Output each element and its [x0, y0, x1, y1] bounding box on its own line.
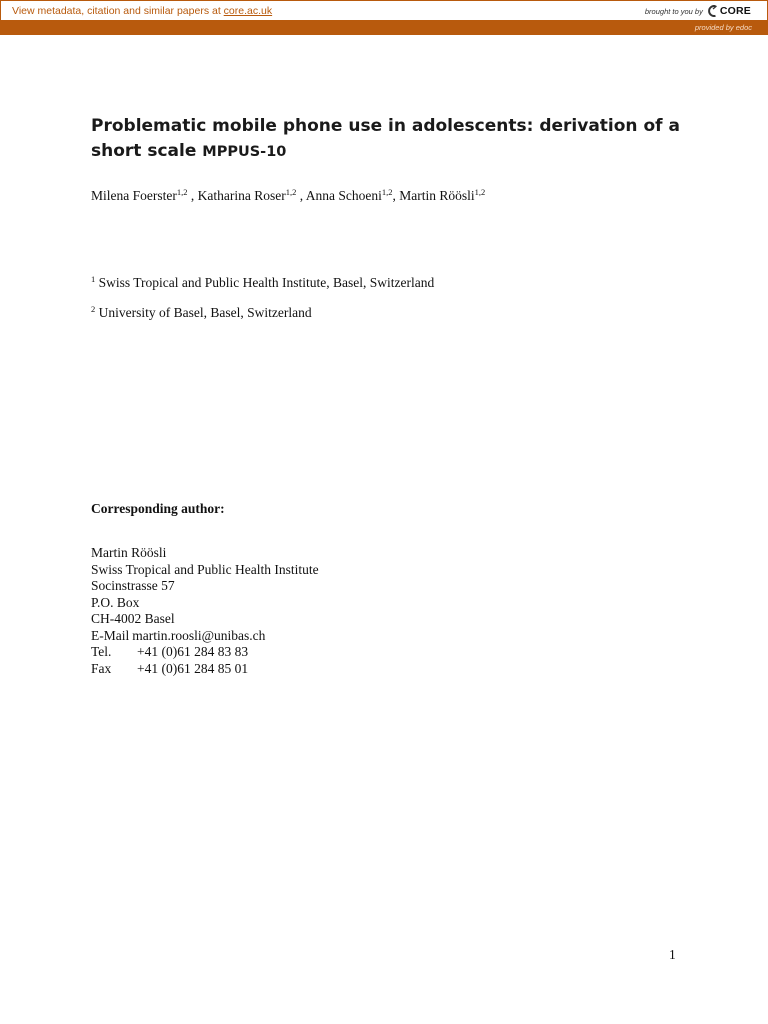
email-address: martin.roosli@unibas.ch — [132, 627, 266, 643]
tel-number: +41 (0)61 284 83 83 — [137, 644, 249, 659]
contact-tel-line — [91, 644, 319, 661]
core-brand: CORE — [719, 5, 751, 17]
page-number: 1 — [669, 947, 676, 962]
affiliation-number: 2 — [91, 304, 96, 314]
author-separator: , — [392, 188, 400, 203]
author-list — [91, 188, 485, 204]
corresponding-author-heading: Corresponding author: — [91, 501, 225, 516]
contact-po-box: P.O. Box — [91, 594, 140, 610]
author-affiliation-marker: 1,2 — [474, 187, 486, 197]
author-affiliation-marker: 1,2 — [381, 187, 393, 197]
affiliation-text: Swiss Tropical and Public Health Institute, Basel, Switzerland — [98, 275, 435, 290]
author-name: Martin Röösli — [399, 188, 475, 203]
contact-street: Socinstrasse 57 — [91, 578, 175, 593]
contact-email-line — [91, 628, 319, 645]
core-logo-icon — [706, 5, 717, 17]
tel-label: Tel. — [91, 644, 112, 659]
core-metadata-text — [12, 5, 272, 17]
author-separator: , — [296, 188, 306, 203]
affiliation — [91, 275, 434, 291]
paper-title — [91, 114, 691, 165]
contact-city: CH-4002 Basel — [91, 611, 175, 626]
author-name: Katharina Roser — [197, 188, 286, 203]
contact-name: Martin Röösli — [91, 545, 167, 560]
fax-label: Fax — [91, 660, 112, 676]
provided-by-text[interactable]: provided by edoc — [694, 23, 752, 32]
author-affiliation-marker: 1,2 — [176, 187, 188, 197]
core-banner-top — [0, 0, 768, 21]
author-affiliation-marker: 1,2 — [285, 187, 297, 197]
affiliation — [91, 305, 312, 321]
paper-title-main: Problematic mobile phone use in adolescents: derivation of a short scale — [91, 116, 680, 161]
core-metadata-prefix: View metadata, citation and similar papers at — [12, 5, 221, 17]
affiliation-number: 1 — [91, 274, 96, 284]
email-label: E-Mail — [91, 627, 130, 643]
core-link[interactable]: core.ac.uk — [223, 5, 273, 17]
contact-block — [91, 545, 319, 677]
contact-fax-line — [91, 661, 319, 678]
contact-institute: Swiss Tropical and Public Health Institute — [91, 561, 319, 577]
affiliation-text: University of Basel, Basel, Switzerland — [98, 305, 312, 320]
author-separator: , — [187, 188, 198, 203]
brought-by-text: brought to you by — [644, 6, 703, 16]
core-banner — [0, 0, 768, 35]
author-name: Milena Foerster — [91, 188, 177, 203]
brought-to-you-by[interactable] — [645, 4, 751, 18]
core-banner-bottom — [0, 21, 768, 35]
paper-title-tag: MPPUS-10 — [202, 144, 287, 160]
fax-number: +41 (0)61 284 85 01 — [137, 660, 249, 676]
author-name: Anna Schoeni — [305, 188, 382, 203]
